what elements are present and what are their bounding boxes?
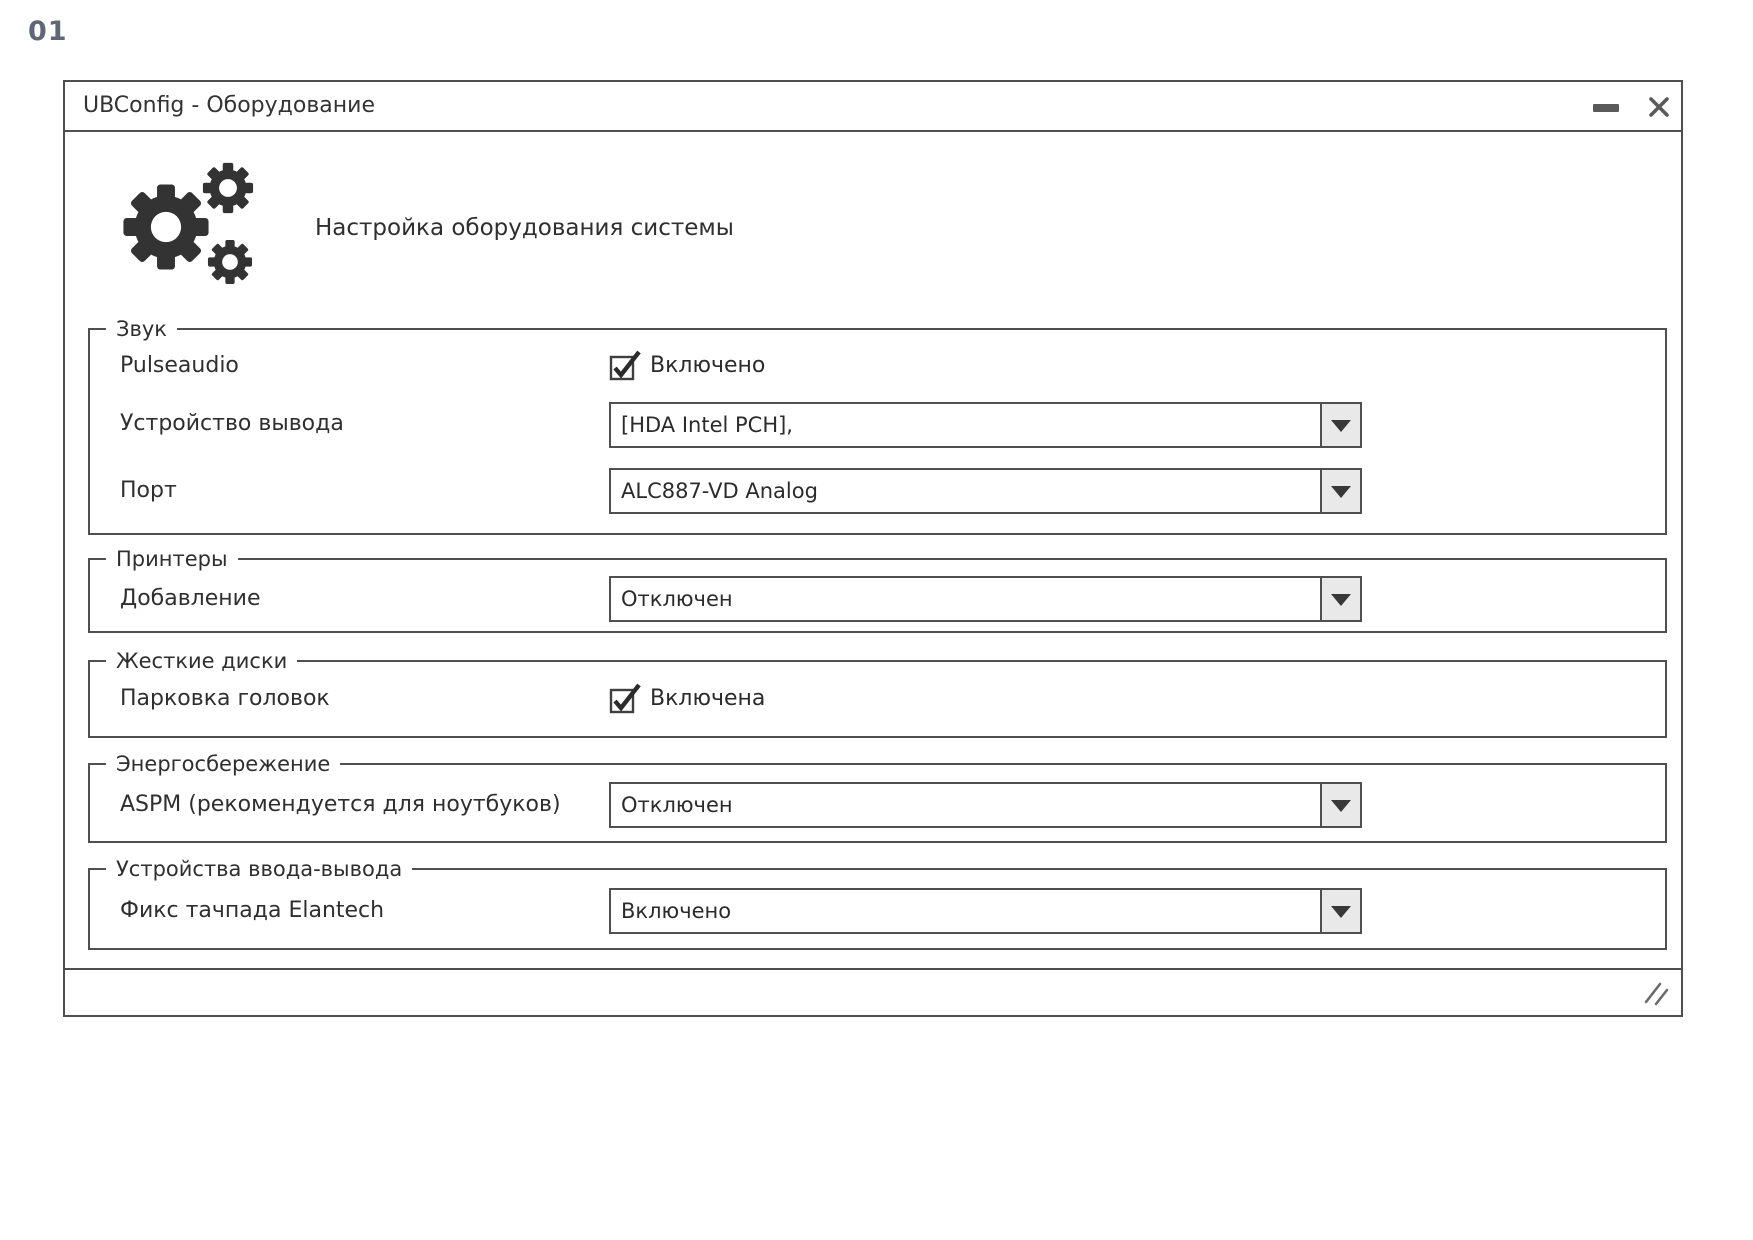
- output-device-value: [HDA Intel PCH],: [621, 413, 793, 437]
- group-hard-disks: [88, 649, 1667, 738]
- group-sound-legend: Звук: [106, 315, 177, 343]
- group-io-devices-legend: Устройства ввода-вывода: [106, 855, 412, 883]
- pulseaudio-state-label: Включено: [650, 353, 766, 378]
- head-parking-checkbox[interactable]: [608, 680, 644, 714]
- page-index-label: 01: [28, 16, 68, 47]
- group-io-devices: [88, 857, 1667, 950]
- status-bar: [65, 968, 1681, 1015]
- chevron-down-icon: [1331, 420, 1351, 432]
- close-button[interactable]: [1645, 93, 1673, 121]
- elantech-fix-select[interactable]: [609, 888, 1362, 934]
- printer-add-label: Добавление: [120, 586, 261, 611]
- gears-icon: [115, 134, 285, 314]
- output-device-dropdown-button[interactable]: [1320, 404, 1360, 446]
- header-subtitle: Настройка оборудования системы: [315, 215, 734, 241]
- title-bar: [65, 82, 1681, 132]
- port-label: Порт: [120, 478, 177, 503]
- group-sound: [88, 317, 1667, 535]
- group-printers-legend: Принтеры: [106, 545, 238, 573]
- printer-add-dropdown-button[interactable]: [1320, 578, 1360, 620]
- output-device-select[interactable]: [609, 402, 1362, 448]
- close-icon: [1645, 93, 1673, 121]
- printer-add-select[interactable]: [609, 576, 1362, 622]
- elantech-fix-label: Фикс тачпада Elantech: [120, 898, 385, 923]
- elantech-fix-value: Включено: [621, 899, 732, 923]
- group-power-saving: [88, 752, 1667, 843]
- chevron-down-icon: [1331, 486, 1351, 498]
- printer-add-value: Отключен: [621, 587, 733, 611]
- window-title: UBConfig - Оборудование: [83, 93, 375, 118]
- pulseaudio-label: Pulseaudio: [120, 353, 239, 378]
- pulseaudio-checkbox[interactable]: [608, 347, 644, 381]
- port-value: ALC887-VD Analog: [621, 479, 818, 503]
- app-window: [63, 80, 1683, 1017]
- chevron-down-icon: [1331, 800, 1351, 812]
- group-hard-disks-legend: Жесткие диски: [106, 647, 297, 675]
- port-select[interactable]: [609, 468, 1362, 514]
- output-device-label: Устройство вывода: [120, 411, 344, 436]
- chevron-down-icon: [1331, 594, 1351, 606]
- head-parking-state-label: Включена: [650, 686, 766, 711]
- aspm-label: ASPM (рекомендуется для ноутбуков): [120, 792, 561, 817]
- resize-grip-icon[interactable]: [1641, 980, 1671, 1008]
- aspm-value: Отключен: [621, 793, 733, 817]
- port-dropdown-button[interactable]: [1320, 470, 1360, 512]
- aspm-select[interactable]: [609, 782, 1362, 828]
- chevron-down-icon: [1331, 906, 1351, 918]
- elantech-fix-dropdown-button[interactable]: [1320, 890, 1360, 932]
- group-printers: [88, 547, 1667, 633]
- aspm-dropdown-button[interactable]: [1320, 784, 1360, 826]
- head-parking-label: Парковка головок: [120, 686, 330, 711]
- minimize-button[interactable]: [1593, 104, 1619, 112]
- group-power-saving-legend: Энергосбережение: [106, 750, 340, 778]
